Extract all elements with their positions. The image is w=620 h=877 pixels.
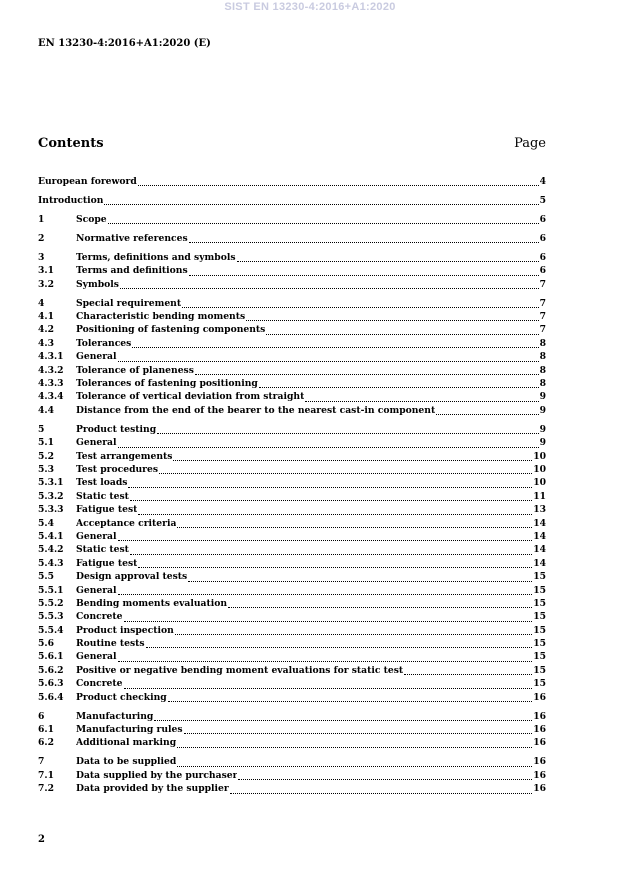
toc-entry-number: 4.1 [38, 311, 54, 323]
toc-entry-page: 15 [533, 651, 546, 663]
dot-leader [118, 361, 539, 362]
toc-entry[interactable] [38, 437, 546, 450]
toc-entry-title: Symbols [76, 278, 119, 290]
toc-entry-title: Data supplied by the purchaser [76, 769, 238, 781]
toc-entry[interactable] [38, 351, 546, 364]
toc-entry-title: Static test [76, 544, 129, 556]
toc-entry-page: 14 [533, 530, 546, 542]
toc-entry-title: Additional marking [76, 737, 177, 749]
toc-entry-page: 10 [533, 477, 546, 489]
toc-entry-title: Distance from the end of the bearer to the nearest cast-in component [76, 404, 436, 416]
dot-leader [436, 414, 538, 415]
toc-entry-title: Design approval tests [76, 571, 188, 583]
toc-entry-number: 3.2 [38, 278, 54, 290]
dot-leader [305, 401, 538, 402]
toc-entry-title: Positioning of fastening components [76, 324, 266, 336]
toc-entry-page: 16 [533, 756, 546, 768]
dot-leader [138, 185, 539, 186]
toc-entry[interactable] [38, 611, 546, 624]
toc-entry-number: 5.3.1 [38, 477, 64, 489]
toc-entry-title: Fatigue test [76, 557, 138, 569]
dot-leader [259, 387, 539, 388]
toc-entry-number: 3.1 [38, 265, 54, 277]
toc-entry-number: 5.5.3 [38, 611, 64, 623]
toc-entry-number: 5.4.1 [38, 530, 64, 542]
toc-entry-number: 5.3.3 [38, 504, 64, 516]
toc-entry-page: 9 [539, 391, 546, 403]
contents-heading: Contents [38, 136, 104, 151]
toc-entry[interactable] [38, 737, 546, 750]
toc-entry-number: 5.6 [38, 638, 54, 650]
toc-entry-number: 2 [38, 232, 45, 244]
toc-entry-page: 15 [533, 571, 546, 583]
toc-entry-page: 5 [539, 194, 546, 206]
toc-entry[interactable] [38, 598, 546, 611]
toc-entry[interactable] [38, 378, 546, 391]
toc-entry-number: 5 [38, 423, 45, 435]
toc-entry-number: 5.4.3 [38, 557, 64, 569]
dot-leader [266, 334, 538, 335]
toc-entry[interactable] [38, 477, 546, 490]
toc-entry-page: 16 [533, 724, 546, 735]
toc-entry-title: Tolerance of vertical deviation from straight [76, 391, 305, 403]
toc-entry[interactable] [38, 724, 546, 737]
toc-entry[interactable] [38, 756, 546, 769]
toc-entry-page: 9 [539, 437, 546, 449]
dot-leader [184, 733, 533, 734]
toc-entry[interactable] [38, 571, 546, 584]
toc-entry-title: Fatigue test [76, 504, 138, 516]
toc-entry-title: General [76, 651, 117, 663]
dot-leader [177, 747, 532, 748]
dot-leader [246, 320, 538, 321]
toc-entry-page: 14 [533, 557, 546, 569]
toc-entry-page: 8 [539, 337, 546, 349]
toc-entry[interactable] [38, 638, 546, 651]
toc-entry-number: 5.6.2 [38, 664, 64, 676]
toc-entry-page: 11 [533, 490, 546, 502]
toc-entry-title: Scope [76, 213, 107, 225]
toc-entry-page: 15 [533, 611, 546, 623]
dot-leader [108, 223, 539, 224]
toc-entry[interactable] [38, 252, 546, 265]
toc-entry-page: 7 [539, 311, 546, 323]
toc-entry-title: Concrete [76, 678, 123, 690]
toc-entry-title: Terms and definitions [76, 265, 188, 277]
toc-entry-number: 7.1 [38, 769, 54, 781]
dot-leader [228, 607, 532, 608]
toc-entry-page: 6 [539, 265, 546, 277]
dot-leader [159, 473, 532, 474]
toc-entry-title: Product testing [76, 423, 157, 435]
toc-entry[interactable] [38, 311, 546, 324]
toc-entry-number: 4.4 [38, 404, 54, 416]
dot-leader [157, 433, 538, 434]
toc-entry-title: Introduction [38, 194, 104, 206]
toc-entry-page: 6 [539, 232, 546, 244]
toc-entry-number: 4.3.1 [38, 351, 64, 363]
toc-entry[interactable] [38, 651, 546, 664]
document-id: EN 13230-4:2016+A1:2020 (E) [38, 38, 211, 49]
toc-entry-page: 16 [533, 691, 546, 703]
toc-entry[interactable] [38, 625, 546, 638]
toc-entry-number: 5.3.2 [38, 490, 64, 502]
dot-leader [177, 766, 532, 767]
toc-entry[interactable] [38, 692, 546, 705]
toc-entry-title: Concrete [76, 611, 123, 623]
toc-entry-title: Test arrangements [76, 450, 173, 462]
dot-leader [237, 261, 539, 262]
toc-entry-number: 4.3.2 [38, 364, 64, 376]
toc-entry[interactable] [38, 214, 546, 227]
toc-entry-page: 9 [539, 404, 546, 416]
toc-entry-page: 8 [539, 351, 546, 363]
toc-entry[interactable] [38, 585, 546, 598]
dot-leader [104, 204, 538, 205]
toc-entry-title: Normative references [76, 232, 188, 244]
toc-entry-page: 10 [533, 450, 546, 462]
toc-entry-number: 7.2 [38, 783, 54, 795]
toc-entry[interactable] [38, 451, 546, 464]
toc-entry-number: 5.3 [38, 463, 54, 475]
dot-leader [154, 720, 532, 721]
toc-entry-number: 5.6.1 [38, 651, 64, 663]
toc-entry-page: 16 [533, 710, 546, 722]
toc-entry[interactable] [38, 491, 546, 504]
dot-leader [118, 447, 539, 448]
toc-entry-number: 1 [38, 213, 45, 225]
toc-entry-page: 8 [539, 364, 546, 376]
toc-entry-page: 15 [533, 597, 546, 609]
toc-entry-page: 15 [533, 678, 546, 690]
toc-entry-title: Product checking [76, 691, 167, 703]
toc-entry-title: Manufacturing rules [76, 724, 183, 735]
toc-entry[interactable] [38, 279, 546, 292]
toc-entry-number: 5.5.2 [38, 597, 64, 609]
dot-leader [118, 540, 533, 541]
toc-entry-number: 4.3.4 [38, 391, 64, 403]
toc-entry-page: 13 [533, 504, 546, 516]
toc-entry-number: 4.3.3 [38, 378, 64, 390]
toc-entry-title: Static test [76, 490, 129, 502]
toc-entry[interactable] [38, 338, 546, 351]
toc-entry-title: General [76, 584, 117, 596]
toc-entry-title: European foreword [38, 176, 137, 187]
toc-entry-number: 4 [38, 297, 45, 309]
toc-entry-page: 16 [533, 783, 546, 795]
toc-entry-page: 7 [539, 297, 546, 309]
toc-entry[interactable] [38, 464, 546, 477]
toc-entry-number: 6.1 [38, 724, 54, 735]
toc-entry-number: 7 [38, 756, 45, 768]
toc-entry-title: Tolerance of planeness [76, 364, 194, 376]
toc-entry-number: 5.5 [38, 571, 54, 583]
toc-entry-page: 15 [533, 624, 546, 636]
dot-leader [124, 621, 533, 622]
toc-entry[interactable] [38, 770, 546, 783]
toc-entry-number: 5.1 [38, 437, 54, 449]
toc-entry-title: Characteristic bending moments [76, 311, 246, 323]
page-number: 2 [38, 834, 45, 845]
dot-leader [188, 581, 532, 582]
toc-entry-number: 4.3 [38, 337, 54, 349]
toc-entry-page: 16 [533, 737, 546, 749]
toc-entry-page: 15 [533, 584, 546, 596]
toc-entry-title: Routine tests [76, 638, 145, 650]
toc-entry[interactable] [38, 391, 546, 404]
toc-entry-page: 16 [533, 769, 546, 781]
dot-leader [230, 793, 532, 794]
dot-leader [168, 701, 533, 702]
dot-leader [128, 487, 532, 488]
toc-entry-number: 5.6.4 [38, 691, 64, 703]
dot-leader [132, 347, 538, 348]
toc-entry-title: Tolerances [76, 337, 132, 349]
toc-entry-page: 7 [539, 324, 546, 336]
toc-entry-page: 6 [539, 251, 546, 263]
toc-entry-page: 14 [533, 517, 546, 529]
toc-entry-number: 6.2 [38, 737, 54, 749]
toc-entry[interactable] [38, 531, 546, 544]
dot-leader [146, 647, 533, 648]
dot-leader [238, 779, 532, 780]
toc-entry-title: Tolerances of fastening positioning [76, 378, 258, 390]
toc-entry[interactable] [38, 176, 546, 189]
toc-entry-title: Special requirement [76, 297, 182, 309]
toc-entry-title: Test loads [76, 477, 128, 489]
toc-entry-number: 5.5.4 [38, 624, 64, 636]
toc-entry-title: Acceptance criteria [76, 517, 177, 529]
page-column-label: Page [514, 136, 546, 151]
toc-entry[interactable] [38, 711, 546, 724]
toc-entry-page: 8 [539, 378, 546, 390]
dot-leader [195, 374, 539, 375]
toc-entry-title: Data provided by the supplier [76, 783, 229, 795]
toc-entry[interactable] [38, 665, 546, 678]
toc-entry-title: Terms, definitions and symbols [76, 251, 236, 263]
dot-leader [189, 275, 539, 276]
dot-leader [124, 688, 533, 689]
dot-leader [118, 594, 533, 595]
toc-entry-page: 15 [533, 638, 546, 650]
toc-entry-number: 6 [38, 710, 45, 722]
toc-entry[interactable] [38, 424, 546, 437]
dot-leader [130, 500, 532, 501]
dot-leader [182, 307, 539, 308]
dot-leader [138, 514, 532, 515]
dot-leader [175, 634, 532, 635]
dot-leader [404, 674, 532, 675]
toc-entry-number: 5.4 [38, 517, 54, 529]
dot-leader [120, 288, 539, 289]
toc-entry-page: 9 [539, 423, 546, 435]
toc-entry-number: 5.2 [38, 450, 54, 462]
toc-entry[interactable] [38, 558, 546, 571]
table-of-contents [38, 176, 546, 797]
toc-entry-title: General [76, 530, 117, 542]
toc-entry-page: 6 [539, 213, 546, 225]
dot-leader [118, 661, 533, 662]
toc-entry[interactable] [38, 783, 546, 796]
toc-entry[interactable] [38, 265, 546, 278]
toc-entry-title: Data to be supplied [76, 756, 177, 768]
toc-entry[interactable] [38, 365, 546, 378]
toc-entry-page: 15 [533, 664, 546, 676]
toc-entry-page: 14 [533, 544, 546, 556]
toc-entry-number: 3 [38, 251, 45, 263]
toc-entry[interactable] [38, 405, 546, 418]
toc-entry[interactable] [38, 195, 546, 208]
toc-entry-title: Positive or negative bending moment evaluations for static test [76, 664, 404, 676]
toc-entry-number: 5.5.1 [38, 584, 64, 596]
toc-entry-title: Manufacturing [76, 710, 154, 722]
toc-entry-title: Product inspection [76, 624, 174, 636]
dot-leader [189, 242, 539, 243]
toc-entry[interactable] [38, 678, 546, 691]
toc-entry[interactable] [38, 504, 546, 517]
toc-entry-page: 4 [539, 176, 546, 187]
toc-entry-title: Test procedures [76, 463, 159, 475]
toc-entry-title: Bending moments evaluation [76, 597, 228, 609]
toc-entry-page: 10 [533, 463, 546, 475]
watermark: SIST EN 13230-4:2016+A1:2020 [224, 1, 396, 13]
toc-entry-number: 4.2 [38, 324, 54, 336]
toc-entry-page: 7 [539, 278, 546, 290]
toc-entry-number: 5.6.3 [38, 678, 64, 690]
toc-entry-title: General [76, 437, 117, 449]
toc-entry-title: General [76, 351, 117, 363]
toc-entry-number: 5.4.2 [38, 544, 64, 556]
toc-entry[interactable] [38, 233, 546, 246]
toc-entry[interactable] [38, 324, 546, 337]
dot-leader [130, 554, 532, 555]
dot-leader [177, 527, 532, 528]
toc-entry[interactable] [38, 298, 546, 311]
toc-entry[interactable] [38, 518, 546, 531]
toc-entry[interactable] [38, 544, 546, 557]
dot-leader [138, 567, 532, 568]
dot-leader [173, 460, 532, 461]
